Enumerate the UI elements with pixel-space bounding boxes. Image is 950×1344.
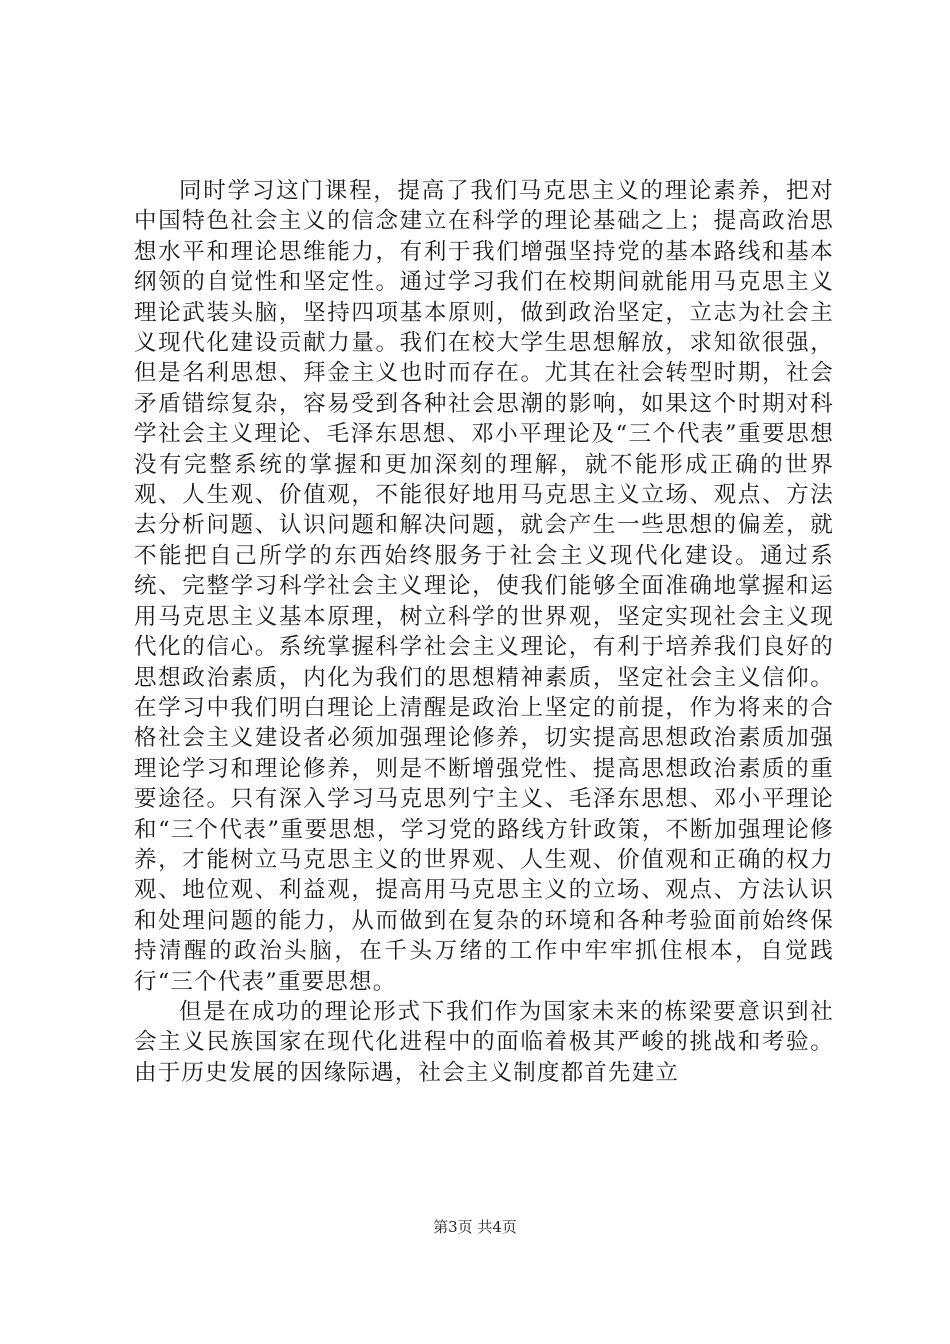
paragraph-1: 同时学习这门课程，提高了我们马克思主义的理论素养，把对中国特色社会主义的信念建立在科学的理论基础之上；提高政治思想水平和理论思维能力，有利于我们增强坚持党的基本路线和基本纲领的自觉性和坚定性。通过学习我们在校期间就能用马克思主义理论武装头脑，坚持四项基本原则，做到政治坚定，立志为社会主义现代化建设贡献力量。我们在校大学生思想解放，求知欲很强，但是名利思想、拜金主义也时而存在。尤其在社会转型时期，社会矛盾错综复杂，容易受到各种社会思潮的影响，如果这个时期对科学社会主义理论、毛泽东思想、邓小平理论及“三个代表”重要思想没有完整系统的掌握和更加深刻的理解，就不能形成正确的世界观、人生观、价值观，不能很好地用马克思主义立场、观点、方法去分析问题、认识问题和解决问题，就会产生一些思想的偏差，就不能把自己所学的东西始终服务于社会主义现代化建设。通过系统、完整学习科学社会主义理论，使我们能够全面准确地掌握和运用马克思主义基本原理，树立科学的世界观，坚定实现社会主义现代化的信心。系统掌握科学社会主义理论，有利于培养我们良好的思想政治素质，内化为我们的思想精神素质，坚定社会主义信仰。在学习中我们明白理论上清醒是政治上坚定的前提，作为将来的合格社会主义建设者必须加强理论修养，切实提高思想政治素质加强理论学习和理论修养，则是不断增强党性、提高思想政治素质的重要途径。只有深入学习马克思列宁主义、毛泽东思想、邓小平理论和“三个代表”重要思想，学习党的路线方针政策，不断加强理论修养，才能树立马克思主义的世界观、人生观、价值观和正确的权力观、地位观、利益观，提高用马克思主义的立场、观点、方法认识和处理问题的能力，从而做到在复杂的环境和各种考验面前始终保持清醒的政治头脑，在千头万绪的工作中牢牢抓住根本，自觉践行“三个代表”重要思想。 [134,178,834,995]
page-footer: 第3页 共4页 [433,1218,517,1236]
body-text [134,176,834,1088]
paragraph-2: 但是在成功的理论形式下我们作为国家未来的栋梁要意识到社会主义民族国家在现代化进程中的面临着极其严峻的挑战和考验。由于历史发展的因缘际遇，社会主义制度都首先建立 [134,998,834,1086]
